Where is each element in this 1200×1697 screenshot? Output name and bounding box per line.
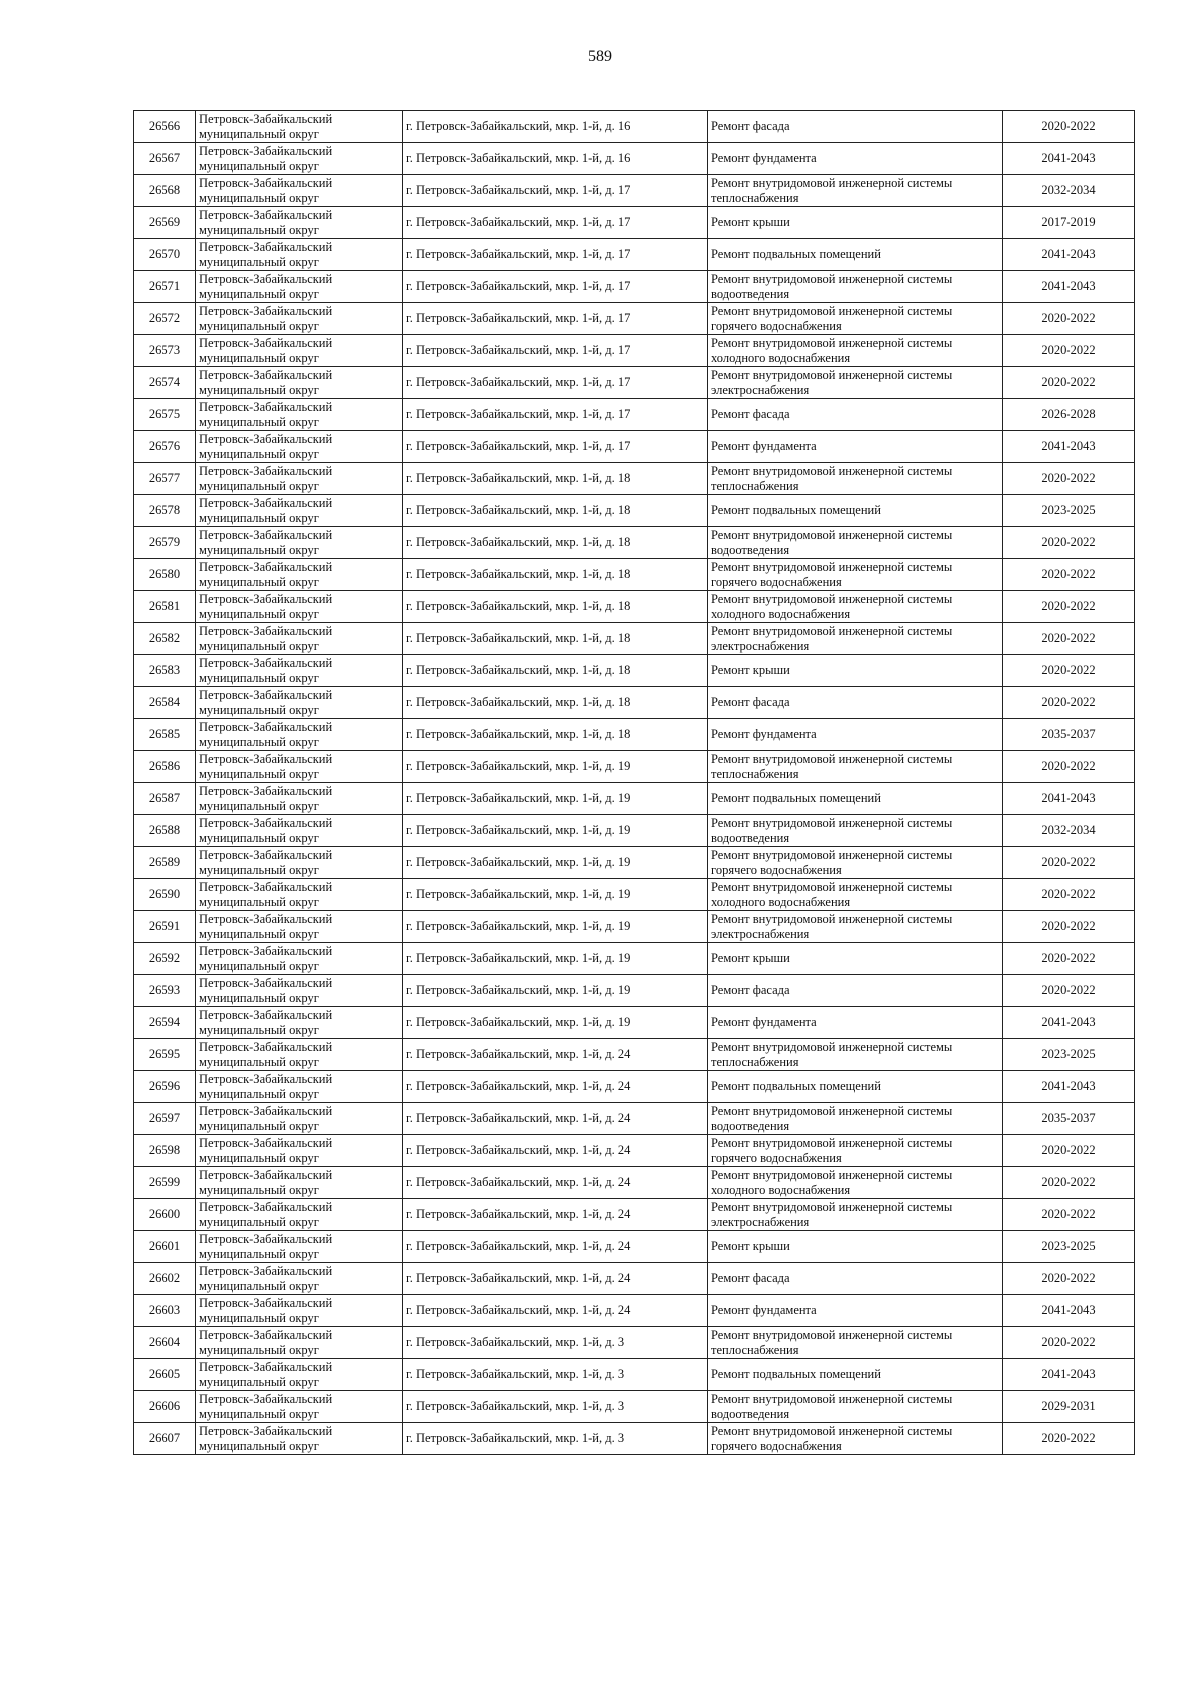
row-number-cell: 26569 [134,207,196,239]
row-number-cell: 26597 [134,1103,196,1135]
row-number-cell: 26567 [134,143,196,175]
table-row [134,719,1135,751]
period-cell: 2020-2022 [1003,111,1135,143]
period-cell: 2020-2022 [1003,335,1135,367]
municipality-cell: Петровск-Забайкальский муниципальный округ [196,271,403,303]
period-cell: 2020-2022 [1003,911,1135,943]
work-type-cell: Ремонт внутридомовой инженерной системы водоотведения [708,527,1003,559]
table-row [134,1295,1135,1327]
work-type-cell: Ремонт внутридомовой инженерной системы теплоснабжения [708,463,1003,495]
table-row [134,1391,1135,1423]
period-cell: 2020-2022 [1003,303,1135,335]
work-type-cell: Ремонт внутридомовой инженерной системы электроснабжения [708,1199,1003,1231]
municipality-cell: Петровск-Забайкальский муниципальный округ [196,207,403,239]
table-row [134,911,1135,943]
work-type-cell: Ремонт фундамента [708,1295,1003,1327]
table-row [134,1007,1135,1039]
address-cell: г. Петровск-Забайкальский, мкр. 1-й, д. 17 [403,175,708,207]
table-body [134,111,1135,1455]
period-cell: 2041-2043 [1003,1071,1135,1103]
table-row [134,1135,1135,1167]
period-cell: 2020-2022 [1003,1167,1135,1199]
row-number-cell: 26591 [134,911,196,943]
period-cell: 2041-2043 [1003,143,1135,175]
period-cell: 2020-2022 [1003,687,1135,719]
work-type-cell: Ремонт фасада [708,687,1003,719]
municipality-cell: Петровск-Забайкальский муниципальный округ [196,591,403,623]
municipality-cell: Петровск-Забайкальский муниципальный округ [196,719,403,751]
work-type-cell: Ремонт внутридомовой инженерной системы горячего водоснабжения [708,1135,1003,1167]
period-cell: 2020-2022 [1003,847,1135,879]
period-cell: 2020-2022 [1003,527,1135,559]
address-cell: г. Петровск-Забайкальский, мкр. 1-й, д. 17 [403,207,708,239]
municipality-cell: Петровск-Забайкальский муниципальный округ [196,111,403,143]
row-number-cell: 26582 [134,623,196,655]
municipality-cell: Петровск-Забайкальский муниципальный округ [196,655,403,687]
table-row [134,1071,1135,1103]
municipality-cell: Петровск-Забайкальский муниципальный округ [196,367,403,399]
municipality-cell: Петровск-Забайкальский муниципальный округ [196,1423,403,1455]
address-cell: г. Петровск-Забайкальский, мкр. 1-й, д. 17 [403,271,708,303]
work-type-cell: Ремонт подвальных помещений [708,783,1003,815]
address-cell: г. Петровск-Забайкальский, мкр. 1-й, д. 24 [403,1199,708,1231]
table-row [134,1167,1135,1199]
period-cell: 2020-2022 [1003,559,1135,591]
row-number-cell: 26604 [134,1327,196,1359]
address-cell: г. Петровск-Забайкальский, мкр. 1-й, д. 18 [403,495,708,527]
work-type-cell: Ремонт фасада [708,111,1003,143]
table-row [134,687,1135,719]
address-cell: г. Петровск-Забайкальский, мкр. 1-й, д. 19 [403,783,708,815]
work-type-cell: Ремонт внутридомовой инженерной системы холодного водоснабжения [708,591,1003,623]
period-cell: 2023-2025 [1003,1039,1135,1071]
period-cell: 2020-2022 [1003,1199,1135,1231]
work-type-cell: Ремонт подвальных помещений [708,495,1003,527]
municipality-cell: Петровск-Забайкальский муниципальный округ [196,527,403,559]
work-type-cell: Ремонт внутридомовой инженерной системы горячего водоснабжения [708,303,1003,335]
period-cell: 2020-2022 [1003,367,1135,399]
municipality-cell: Петровск-Забайкальский муниципальный округ [196,1167,403,1199]
page-number: 589 [588,48,612,65]
row-number-cell: 26588 [134,815,196,847]
municipality-cell: Петровск-Забайкальский муниципальный округ [196,1263,403,1295]
municipality-cell: Петровск-Забайкальский муниципальный округ [196,1103,403,1135]
row-number-cell: 26586 [134,751,196,783]
work-type-cell: Ремонт подвальных помещений [708,239,1003,271]
table-row [134,751,1135,783]
address-cell: г. Петровск-Забайкальский, мкр. 1-й, д. 24 [403,1263,708,1295]
work-type-cell: Ремонт подвальных помещений [708,1071,1003,1103]
address-cell: г. Петровск-Забайкальский, мкр. 1-й, д. 18 [403,527,708,559]
work-type-cell: Ремонт внутридомовой инженерной системы холодного водоснабжения [708,879,1003,911]
work-type-cell: Ремонт фасада [708,1263,1003,1295]
row-number-cell: 26592 [134,943,196,975]
municipality-cell: Петровск-Забайкальский муниципальный округ [196,751,403,783]
row-number-cell: 26577 [134,463,196,495]
address-cell: г. Петровск-Забайкальский, мкр. 1-й, д. 24 [403,1295,708,1327]
table-row [134,207,1135,239]
period-cell: 2020-2022 [1003,463,1135,495]
address-cell: г. Петровск-Забайкальский, мкр. 1-й, д. 17 [403,303,708,335]
period-cell: 2020-2022 [1003,623,1135,655]
work-type-cell: Ремонт фундамента [708,431,1003,463]
row-number-cell: 26572 [134,303,196,335]
period-cell: 2032-2034 [1003,175,1135,207]
row-number-cell: 26583 [134,655,196,687]
period-cell: 2023-2025 [1003,1231,1135,1263]
work-type-cell: Ремонт внутридомовой инженерной системы холодного водоснабжения [708,335,1003,367]
period-cell: 2023-2025 [1003,495,1135,527]
address-cell: г. Петровск-Забайкальский, мкр. 1-й, д. 18 [403,591,708,623]
row-number-cell: 26580 [134,559,196,591]
period-cell: 2020-2022 [1003,1135,1135,1167]
period-cell: 2020-2022 [1003,943,1135,975]
table-row [134,1231,1135,1263]
municipality-cell: Петровск-Забайкальский муниципальный округ [196,1391,403,1423]
row-number-cell: 26595 [134,1039,196,1071]
table-row [134,431,1135,463]
row-number-cell: 26607 [134,1423,196,1455]
period-cell: 2020-2022 [1003,975,1135,1007]
address-cell: г. Петровск-Забайкальский, мкр. 1-й, д. 24 [403,1167,708,1199]
period-cell: 2020-2022 [1003,879,1135,911]
address-cell: г. Петровск-Забайкальский, мкр. 1-й, д. 19 [403,879,708,911]
municipality-cell: Петровск-Забайкальский муниципальный округ [196,1359,403,1391]
address-cell: г. Петровск-Забайкальский, мкр. 1-й, д. 17 [403,335,708,367]
work-type-cell: Ремонт внутридомовой инженерной системы теплоснабжения [708,751,1003,783]
period-cell: 2020-2022 [1003,751,1135,783]
work-type-cell: Ремонт внутридомовой инженерной системы холодного водоснабжения [708,1167,1003,1199]
table-row [134,463,1135,495]
period-cell: 2020-2022 [1003,1327,1135,1359]
municipality-cell: Петровск-Забайкальский муниципальный округ [196,1039,403,1071]
address-cell: г. Петровск-Забайкальский, мкр. 1-й, д. 18 [403,719,708,751]
period-cell: 2032-2034 [1003,815,1135,847]
row-number-cell: 26590 [134,879,196,911]
address-cell: г. Петровск-Забайкальский, мкр. 1-й, д. 17 [403,431,708,463]
municipality-cell: Петровск-Забайкальский муниципальный округ [196,1327,403,1359]
table-row [134,527,1135,559]
municipality-cell: Петровск-Забайкальский муниципальный округ [196,975,403,1007]
table-row [134,623,1135,655]
row-number-cell: 26598 [134,1135,196,1167]
work-type-cell: Ремонт внутридомовой инженерной системы электроснабжения [708,367,1003,399]
address-cell: г. Петровск-Забайкальский, мкр. 1-й, д. 19 [403,1007,708,1039]
address-cell: г. Петровск-Забайкальский, мкр. 1-й, д. 19 [403,847,708,879]
municipality-cell: Петровск-Забайкальский муниципальный округ [196,335,403,367]
work-type-cell: Ремонт внутридомовой инженерной системы горячего водоснабжения [708,559,1003,591]
municipality-cell: Петровск-Забайкальский муниципальный округ [196,303,403,335]
work-type-cell: Ремонт внутридомовой инженерной системы теплоснабжения [708,1039,1003,1071]
repair-schedule-table [133,110,1135,1455]
municipality-cell: Петровск-Забайкальский муниципальный округ [196,1231,403,1263]
period-cell: 2029-2031 [1003,1391,1135,1423]
period-cell: 2020-2022 [1003,591,1135,623]
table-row [134,559,1135,591]
table-row [134,1103,1135,1135]
address-cell: г. Петровск-Забайкальский, мкр. 1-й, д. 3 [403,1391,708,1423]
table-row [134,655,1135,687]
period-cell: 2041-2043 [1003,431,1135,463]
address-cell: г. Петровск-Забайкальский, мкр. 1-й, д. 19 [403,943,708,975]
table-row [134,879,1135,911]
work-type-cell: Ремонт фасада [708,399,1003,431]
table-row [134,1039,1135,1071]
row-number-cell: 26579 [134,527,196,559]
work-type-cell: Ремонт фундамента [708,1007,1003,1039]
address-cell: г. Петровск-Забайкальский, мкр. 1-й, д. 19 [403,911,708,943]
row-number-cell: 26587 [134,783,196,815]
address-cell: г. Петровск-Забайкальский, мкр. 1-й, д. 24 [403,1071,708,1103]
municipality-cell: Петровск-Забайкальский муниципальный округ [196,623,403,655]
address-cell: г. Петровск-Забайкальский, мкр. 1-й, д. 3 [403,1359,708,1391]
municipality-cell: Петровск-Забайкальский муниципальный округ [196,239,403,271]
work-type-cell: Ремонт подвальных помещений [708,1359,1003,1391]
municipality-cell: Петровск-Забайкальский муниципальный округ [196,687,403,719]
municipality-cell: Петровск-Забайкальский муниципальный округ [196,399,403,431]
table-row [134,367,1135,399]
period-cell: 2041-2043 [1003,1359,1135,1391]
municipality-cell: Петровск-Забайкальский муниципальный округ [196,1007,403,1039]
table-row [134,1327,1135,1359]
row-number-cell: 26594 [134,1007,196,1039]
row-number-cell: 26578 [134,495,196,527]
municipality-cell: Петровск-Забайкальский муниципальный округ [196,879,403,911]
row-number-cell: 26593 [134,975,196,1007]
municipality-cell: Петровск-Забайкальский муниципальный округ [196,463,403,495]
row-number-cell: 26573 [134,335,196,367]
work-type-cell: Ремонт крыши [708,207,1003,239]
table-row [134,495,1135,527]
address-cell: г. Петровск-Забайкальский, мкр. 1-й, д. 18 [403,463,708,495]
work-type-cell: Ремонт внутридомовой инженерной системы водоотведения [708,815,1003,847]
row-number-cell: 26599 [134,1167,196,1199]
address-cell: г. Петровск-Забайкальский, мкр. 1-й, д. 17 [403,239,708,271]
municipality-cell: Петровск-Забайкальский муниципальный округ [196,1295,403,1327]
period-cell: 2041-2043 [1003,271,1135,303]
row-number-cell: 26575 [134,399,196,431]
address-cell: г. Петровск-Забайкальский, мкр. 1-й, д. 24 [403,1039,708,1071]
address-cell: г. Петровск-Забайкальский, мкр. 1-й, д. 16 [403,111,708,143]
row-number-cell: 26584 [134,687,196,719]
municipality-cell: Петровск-Забайкальский муниципальный округ [196,783,403,815]
address-cell: г. Петровск-Забайкальский, мкр. 1-й, д. 3 [403,1423,708,1455]
table-row [134,815,1135,847]
table-row [134,1199,1135,1231]
municipality-cell: Петровск-Забайкальский муниципальный округ [196,1071,403,1103]
address-cell: г. Петровск-Забайкальский, мкр. 1-й, д. 18 [403,559,708,591]
table-row [134,1263,1135,1295]
work-type-cell: Ремонт внутридомовой инженерной системы теплоснабжения [708,1327,1003,1359]
period-cell: 2035-2037 [1003,1103,1135,1135]
table-row [134,847,1135,879]
table-row [134,591,1135,623]
address-cell: г. Петровск-Забайкальский, мкр. 1-й, д. 19 [403,751,708,783]
address-cell: г. Петровск-Забайкальский, мкр. 1-й, д. 18 [403,623,708,655]
work-type-cell: Ремонт внутридомовой инженерной системы горячего водоснабжения [708,1423,1003,1455]
period-cell: 2017-2019 [1003,207,1135,239]
work-type-cell: Ремонт крыши [708,1231,1003,1263]
period-cell: 2035-2037 [1003,719,1135,751]
table-row [134,399,1135,431]
row-number-cell: 26566 [134,111,196,143]
table-row [134,143,1135,175]
row-number-cell: 26600 [134,1199,196,1231]
period-cell: 2026-2028 [1003,399,1135,431]
row-number-cell: 26574 [134,367,196,399]
row-number-cell: 26570 [134,239,196,271]
period-cell: 2041-2043 [1003,1295,1135,1327]
period-cell: 2020-2022 [1003,655,1135,687]
table-row [134,943,1135,975]
work-type-cell: Ремонт внутридомовой инженерной системы горячего водоснабжения [708,847,1003,879]
row-number-cell: 26581 [134,591,196,623]
work-type-cell: Ремонт внутридомовой инженерной системы теплоснабжения [708,175,1003,207]
municipality-cell: Петровск-Забайкальский муниципальный округ [196,943,403,975]
table-row [134,1423,1135,1455]
address-cell: г. Петровск-Забайкальский, мкр. 1-й, д. 24 [403,1103,708,1135]
work-type-cell: Ремонт фундамента [708,719,1003,751]
work-type-cell: Ремонт фундамента [708,143,1003,175]
municipality-cell: Петровск-Забайкальский муниципальный округ [196,559,403,591]
address-cell: г. Петровск-Забайкальский, мкр. 1-й, д. 24 [403,1231,708,1263]
municipality-cell: Петровск-Забайкальский муниципальный округ [196,495,403,527]
row-number-cell: 26589 [134,847,196,879]
row-number-cell: 26606 [134,1391,196,1423]
address-cell: г. Петровск-Забайкальский, мкр. 1-й, д. 17 [403,399,708,431]
row-number-cell: 26596 [134,1071,196,1103]
period-cell: 2041-2043 [1003,1007,1135,1039]
work-type-cell: Ремонт внутридомовой инженерной системы водоотведения [708,1103,1003,1135]
municipality-cell: Петровск-Забайкальский муниципальный округ [196,1199,403,1231]
address-cell: г. Петровск-Забайкальский, мкр. 1-й, д. 19 [403,815,708,847]
table-row [134,111,1135,143]
municipality-cell: Петровск-Забайкальский муниципальный округ [196,815,403,847]
address-cell: г. Петровск-Забайкальский, мкр. 1-й, д. 18 [403,687,708,719]
period-cell: 2041-2043 [1003,783,1135,815]
row-number-cell: 26601 [134,1231,196,1263]
work-type-cell: Ремонт фасада [708,975,1003,1007]
municipality-cell: Петровск-Забайкальский муниципальный округ [196,431,403,463]
municipality-cell: Петровск-Забайкальский муниципальный округ [196,847,403,879]
work-type-cell: Ремонт крыши [708,655,1003,687]
address-cell: г. Петровск-Забайкальский, мкр. 1-й, д. 24 [403,1135,708,1167]
address-cell: г. Петровск-Забайкальский, мкр. 1-й, д. 3 [403,1327,708,1359]
table-row [134,271,1135,303]
address-cell: г. Петровск-Забайкальский, мкр. 1-й, д. 16 [403,143,708,175]
work-type-cell: Ремонт внутридомовой инженерной системы водоотведения [708,271,1003,303]
period-cell: 2041-2043 [1003,239,1135,271]
address-cell: г. Петровск-Забайкальский, мкр. 1-й, д. 18 [403,655,708,687]
row-number-cell: 26571 [134,271,196,303]
table-row [134,335,1135,367]
work-type-cell: Ремонт внутридомовой инженерной системы электроснабжения [708,623,1003,655]
table-row [134,1359,1135,1391]
work-type-cell: Ремонт внутридомовой инженерной системы электроснабжения [708,911,1003,943]
address-cell: г. Петровск-Забайкальский, мкр. 1-й, д. 17 [403,367,708,399]
row-number-cell: 26602 [134,1263,196,1295]
municipality-cell: Петровск-Забайкальский муниципальный округ [196,143,403,175]
table-row [134,975,1135,1007]
table-row [134,239,1135,271]
municipality-cell: Петровск-Забайкальский муниципальный округ [196,175,403,207]
row-number-cell: 26568 [134,175,196,207]
table-row [134,783,1135,815]
row-number-cell: 26585 [134,719,196,751]
period-cell: 2020-2022 [1003,1423,1135,1455]
municipality-cell: Петровск-Забайкальский муниципальный округ [196,911,403,943]
work-type-cell: Ремонт крыши [708,943,1003,975]
address-cell: г. Петровск-Забайкальский, мкр. 1-й, д. 19 [403,975,708,1007]
table-row [134,303,1135,335]
table-row [134,175,1135,207]
period-cell: 2020-2022 [1003,1263,1135,1295]
row-number-cell: 26605 [134,1359,196,1391]
row-number-cell: 26576 [134,431,196,463]
work-type-cell: Ремонт внутридомовой инженерной системы водоотведения [708,1391,1003,1423]
row-number-cell: 26603 [134,1295,196,1327]
municipality-cell: Петровск-Забайкальский муниципальный округ [196,1135,403,1167]
